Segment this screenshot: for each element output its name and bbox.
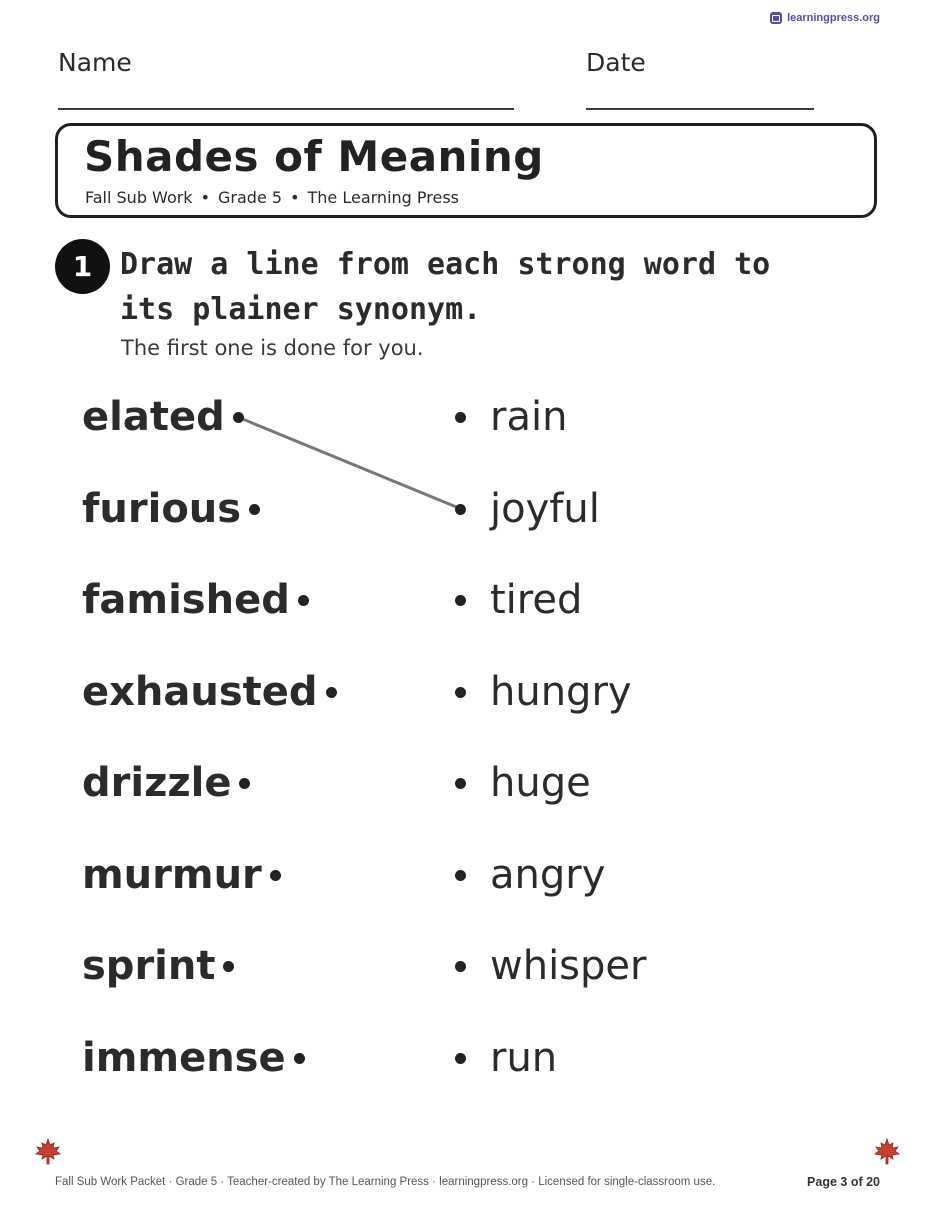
plain-word-dot[interactable] bbox=[455, 1053, 466, 1064]
question-instruction: Draw a line from each strong word to its plainer synonym. bbox=[120, 247, 771, 327]
page-title: Shades of Meaning bbox=[84, 132, 544, 181]
strong-word: famished bbox=[82, 577, 290, 623]
plain-word-dot[interactable] bbox=[455, 412, 466, 423]
strong-word-dot[interactable] bbox=[294, 1053, 305, 1064]
strong-word: furious bbox=[82, 485, 242, 532]
plain-word-dot[interactable] bbox=[455, 870, 466, 881]
strong-word-dot[interactable] bbox=[326, 687, 337, 698]
strong-word-dot[interactable] bbox=[298, 595, 309, 606]
plain-word-dot[interactable] bbox=[455, 961, 466, 972]
maple-leaf-icon bbox=[873, 1137, 901, 1165]
strong-word: drizzle bbox=[82, 760, 232, 806]
subtitle-separator: • bbox=[290, 188, 300, 207]
strong-word-dot[interactable] bbox=[270, 870, 281, 881]
plain-word: whisper bbox=[490, 943, 647, 989]
plain-word: tired bbox=[490, 577, 583, 623]
strong-word: elated bbox=[82, 394, 225, 440]
strong-word: immense bbox=[82, 1034, 286, 1081]
plain-word-dot[interactable] bbox=[455, 687, 466, 698]
strong-word-dot[interactable] bbox=[233, 412, 244, 423]
question-hint: The first one is done for you. bbox=[121, 336, 424, 360]
plain-word: rain bbox=[490, 394, 568, 440]
question-number: 1 bbox=[55, 239, 110, 294]
plain-word: angry bbox=[490, 851, 606, 898]
name-label: Name bbox=[58, 48, 132, 77]
strong-word: sprint bbox=[82, 943, 216, 989]
plain-word-dot[interactable] bbox=[455, 504, 466, 515]
strong-word: murmur bbox=[82, 851, 262, 898]
plain-word-dot[interactable] bbox=[455, 595, 466, 606]
plain-word: hungry bbox=[490, 668, 632, 715]
plain-word: run bbox=[490, 1034, 558, 1081]
brand-text: learningpress.org bbox=[787, 12, 880, 24]
strong-word-dot[interactable] bbox=[249, 504, 260, 515]
page-number: Page 3 of 20 bbox=[807, 1175, 880, 1189]
subtitle-part: The Learning Press bbox=[307, 188, 459, 207]
strong-word: exhausted bbox=[82, 668, 318, 715]
plain-word-dot[interactable] bbox=[455, 778, 466, 789]
footer-text: Fall Sub Work Packet · Grade 5 · Teacher-created by The Learning Press · learningpress.org · Licensed for single-classroom use. bbox=[55, 1176, 716, 1188]
subtitle-part: Fall Sub Work bbox=[85, 188, 193, 207]
maple-leaf-icon bbox=[34, 1137, 62, 1165]
subtitle-separator: • bbox=[200, 188, 211, 207]
subtitle-part: Grade 5 bbox=[218, 188, 283, 207]
plain-word: huge bbox=[490, 760, 591, 806]
date-label: Date bbox=[586, 48, 646, 77]
plain-word: joyful bbox=[490, 485, 600, 532]
connector-line bbox=[238, 417, 460, 509]
